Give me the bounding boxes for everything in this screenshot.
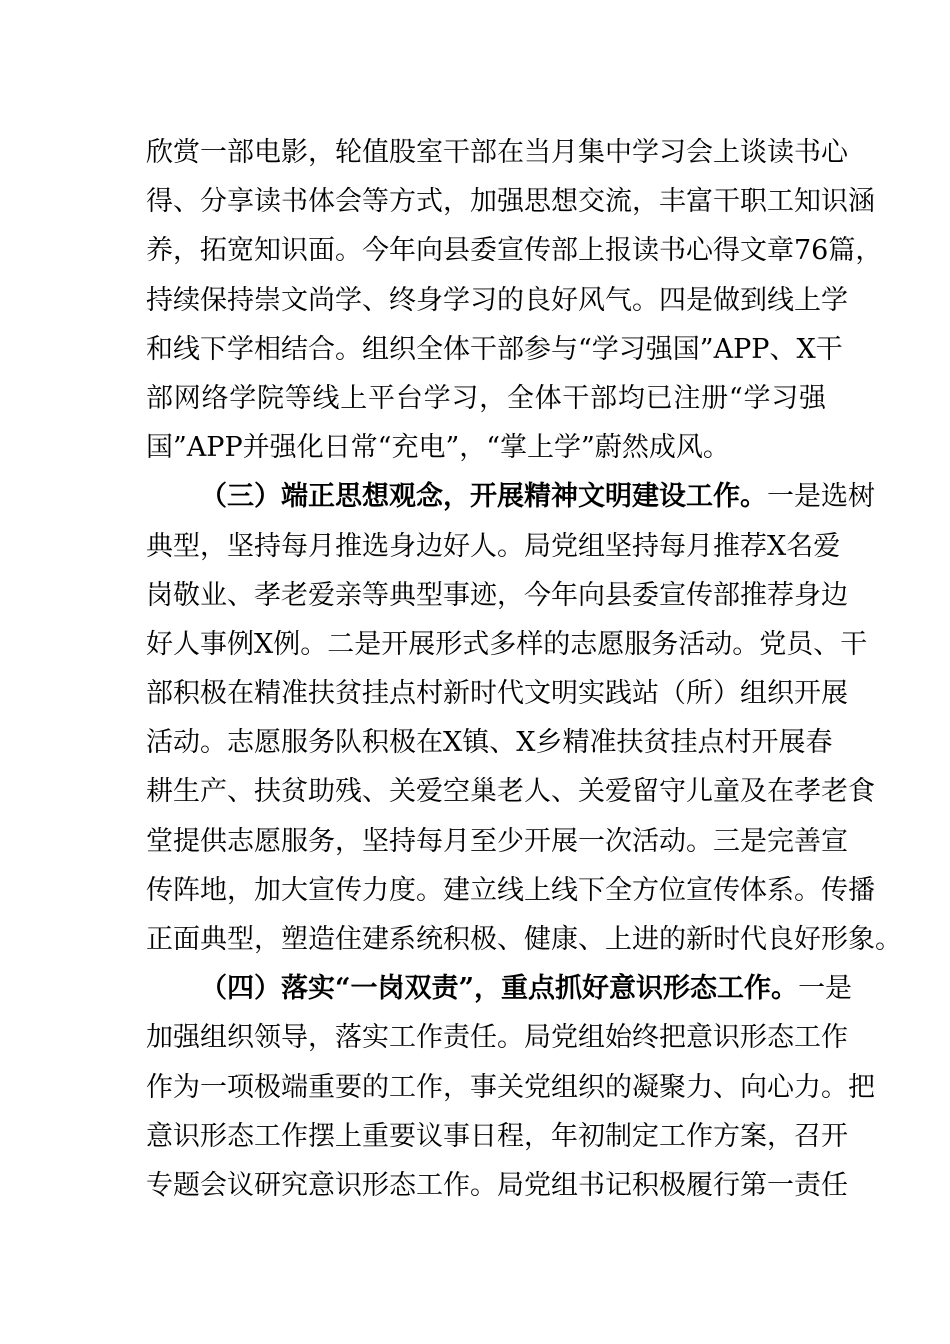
text-line: 典型，坚持每月推选身边好人。局党组坚持每月推荐X名爱 (146, 530, 841, 562)
text-line: 传阵地，加大宣传力度。建立线上线下全方位宣传体系。传播 (146, 874, 875, 906)
document-body (146, 128, 902, 1210)
section-four-lead: 一是 (798, 973, 853, 1005)
text-line: 好人事例X例。二是开展形式多样的志愿服务活动。党员、干 (146, 628, 868, 660)
text-line: 部网络学院等线上平台学习，全体干部均已注册“学习强 (146, 382, 826, 414)
text-line: 加强组织领导，落实工作责任。局党组始终把意识形态工作 (146, 1022, 848, 1054)
text-line: 专题会议研究意识形态工作。局党组书记积极履行第一责任 (146, 1169, 848, 1201)
text-line: 得、分享读书体会等方式，加强思想交流，丰富干职工知识涵 (146, 186, 875, 218)
text-line: 作为一项极端重要的工作，事关党组织的凝聚力、向心力。把 (146, 1071, 875, 1103)
text-line: 活动。志愿服务队积极在X镇、X乡精准扶贫挂点村开展春 (146, 727, 833, 759)
text-line: 持续保持崇文尚学、终身学习的良好风气。四是做到线上学 (146, 284, 848, 316)
text-line: 正面典型，塑造住建系统积极、健康、上进的新时代良好形象。 (146, 924, 902, 955)
section-four-first-line (146, 964, 853, 1013)
section-three-first-line (146, 472, 875, 521)
text-line: 耕生产、扶贫助残、关爱空巢老人、关爱留守儿童及在孝老食 (146, 776, 875, 808)
section-three-heading: （三）端正思想观念，开展精神文明建设工作。 (200, 481, 767, 513)
text-line: 国”APP并强化日常“充电”，“掌上学”蔚然成风。 (146, 432, 730, 464)
section-four-heading: （四）落实“一岗双责”，重点抓好意识形态工作。 (200, 973, 799, 1005)
text-line: 意识形态工作摆上重要议事日程，年初制定工作方案，召开 (146, 1120, 848, 1152)
text-line: 堂提供志愿服务，坚持每月至少开展一次活动。三是完善宣 (146, 825, 848, 857)
text-line: 部积极在精准扶贫挂点村新时代文明实践站（所）组织开展 (146, 678, 848, 710)
text-line: 和线下学相结合。组织全体干部参与“学习强国”APP、X干 (146, 333, 843, 365)
text-line: 欣赏一部电影，轮值股室干部在当月集中学习会上谈读书心 (146, 137, 848, 168)
text-line: 岗敬业、孝老爱亲等典型事迹，今年向县委宣传部推荐身边 (146, 579, 848, 611)
text-line: 养，拓宽知识面。今年向县委宣传部上报读书心得文章76篇， (146, 235, 883, 267)
section-three-lead: 一是选树 (767, 481, 875, 513)
